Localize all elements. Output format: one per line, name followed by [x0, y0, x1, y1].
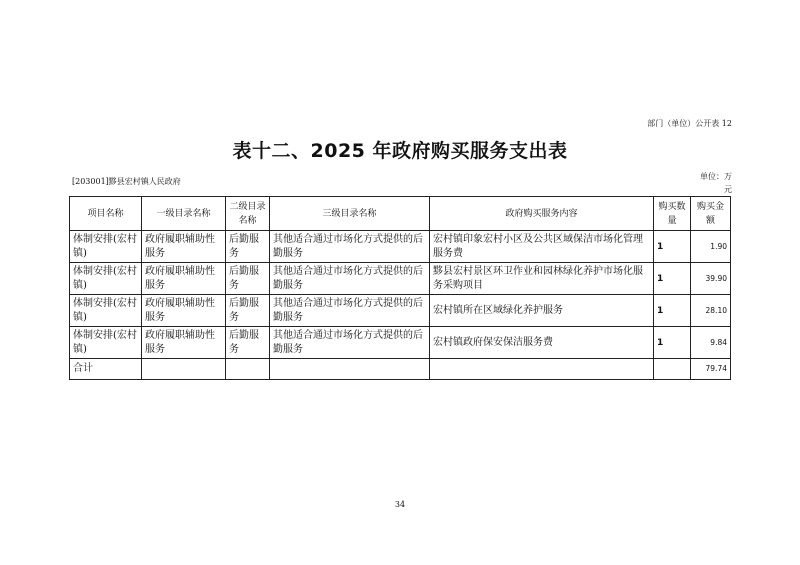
cell-quantity: 1	[654, 327, 691, 359]
cell-level1: 政府履职辅助性服务	[142, 231, 226, 263]
cell-level2: 后勤服务	[226, 231, 270, 263]
cell-level2: 后勤服务	[226, 327, 270, 359]
cell-level1: 政府履职辅助性服务	[142, 295, 226, 327]
cell-empty	[226, 359, 270, 380]
cell-level2: 后勤服务	[226, 295, 270, 327]
service-expenditure-table	[69, 196, 731, 380]
header-content: 政府购买服务内容	[430, 197, 654, 231]
cell-empty	[430, 359, 654, 380]
header-quantity: 购买数量	[654, 197, 691, 231]
table-row	[70, 327, 731, 359]
table-row	[70, 231, 731, 263]
form-number: 部门（单位）公开表 12	[647, 119, 732, 128]
cell-project: 体制安排(宏村镇)	[70, 327, 142, 359]
table-header-row	[70, 197, 731, 231]
header-level1: 一级目录名称	[142, 197, 226, 231]
cell-content: 宏村镇政府保安保洁服务费	[430, 327, 654, 359]
cell-empty	[654, 359, 691, 380]
table-row	[70, 263, 731, 295]
cell-project: 体制安排(宏村镇)	[70, 263, 142, 295]
header-amount: 购买金额	[691, 197, 731, 231]
table-total-row	[70, 359, 731, 380]
cell-amount: 9.84	[691, 327, 731, 359]
cell-amount: 39.90	[691, 263, 731, 295]
cell-level2: 后勤服务	[226, 263, 270, 295]
table-row	[70, 295, 731, 327]
header-level2: 二级目录名称	[226, 197, 270, 231]
cell-quantity: 1	[654, 295, 691, 327]
cell-quantity: 1	[654, 263, 691, 295]
cell-amount: 1.90	[691, 231, 731, 263]
header-project-name: 项目名称	[70, 197, 142, 231]
cell-empty	[142, 359, 226, 380]
cell-project: 体制安排(宏村镇)	[70, 231, 142, 263]
cell-level3: 其他适合通过市场化方式提供的后勤服务	[270, 327, 430, 359]
cell-level1: 政府履职辅助性服务	[142, 327, 226, 359]
cell-amount: 28.10	[691, 295, 731, 327]
cell-total-amount: 79.74	[691, 359, 731, 380]
cell-quantity: 1	[654, 231, 691, 263]
header-level3: 三级目录名称	[270, 197, 430, 231]
cell-empty	[270, 359, 430, 380]
cell-content: 宏村镇印象宏村小区及公共区域保洁市场化管理服务费	[430, 231, 654, 263]
page-number: 34	[394, 500, 406, 509]
cell-level3: 其他适合通过市场化方式提供的后勤服务	[270, 295, 430, 327]
page-title: 表十二、2025 年政府购买服务支出表	[232, 140, 568, 162]
cell-level1: 政府履职辅助性服务	[142, 263, 226, 295]
cell-content: 宏村镇所在区域绿化养护服务	[430, 295, 654, 327]
cell-project: 体制安排(宏村镇)	[70, 295, 142, 327]
cell-total-label: 合计	[70, 359, 142, 380]
unit-label: 单位：万	[700, 172, 732, 181]
cell-level3: 其他适合通过市场化方式提供的后勤服务	[270, 231, 430, 263]
cell-content: 黟县宏村景区环卫作业和园林绿化养护市场化服务采购项目	[430, 263, 654, 295]
cell-level3: 其他适合通过市场化方式提供的后勤服务	[270, 263, 430, 295]
department-name: [203001]黟县宏村镇人民政府	[72, 177, 181, 186]
unit-label-continued: 元	[724, 185, 732, 194]
